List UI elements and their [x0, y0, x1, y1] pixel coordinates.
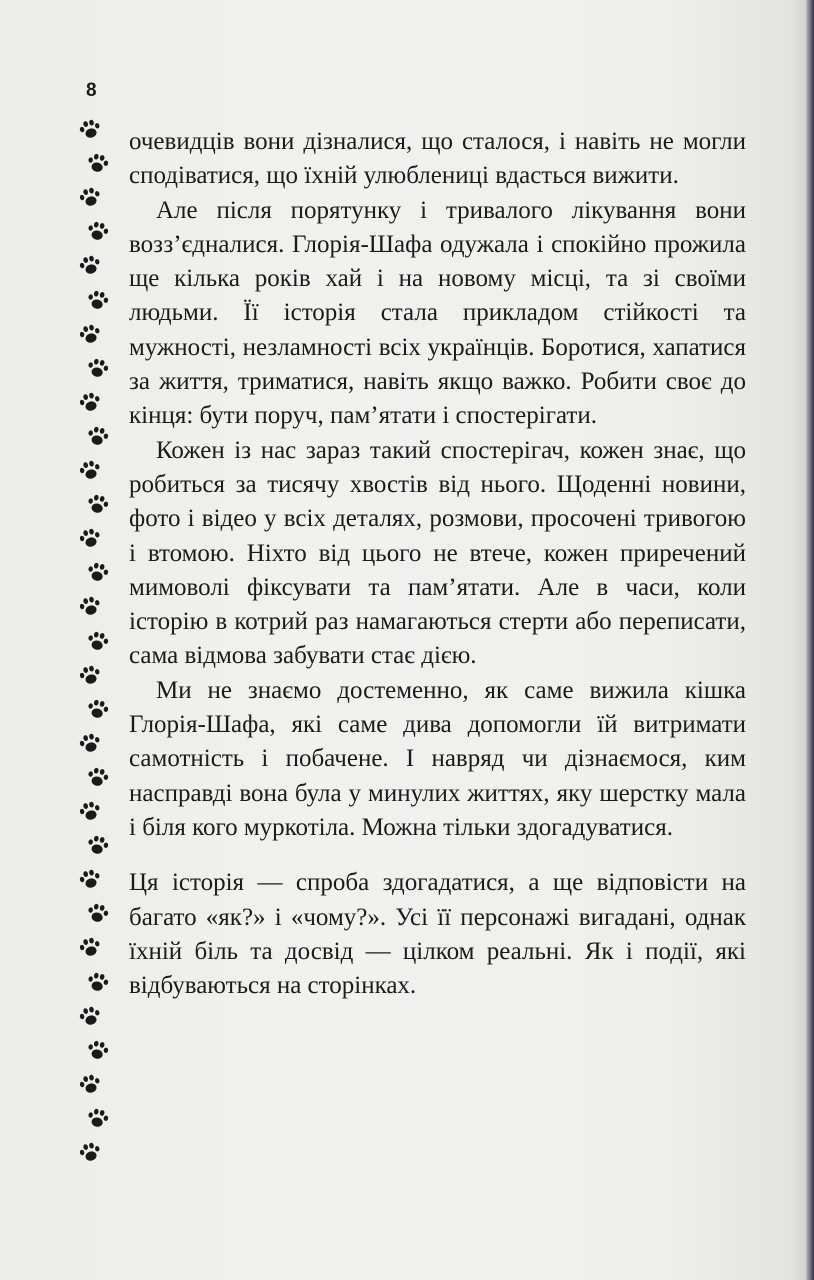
paw-print-icon [84, 900, 112, 927]
paragraph-5: Ця історія — спроба здогадатися, а ще відповісти на багато «як?» і «чому?». Усі її персонажі вигадані, однак їхній біль та досвід — цілком реальні. Як і події, які відбуваються на сторінках. [129, 869, 746, 1000]
paw-print-icon [76, 1138, 105, 1165]
paw-print-icon [84, 695, 112, 722]
paw-print-icon [84, 559, 112, 586]
paw-print-icon [84, 764, 112, 791]
page-edge [806, 0, 814, 1280]
paw-print-icon [84, 286, 112, 313]
paw-print-icon [76, 525, 105, 552]
paw-print-icon [84, 627, 112, 654]
paw-print-icon [84, 354, 112, 381]
paw-print-icon [76, 252, 105, 279]
paw-print-icon [76, 866, 105, 893]
paw-print-icon [76, 729, 105, 756]
paw-print-icon [76, 661, 105, 688]
paragraph-1: очевидців вони дізналися, що сталося, і навіть не могли сподіватися, що їхній улюблениці вдасться вижити. [129, 128, 746, 190]
paragraph-3: Кожен із нас зараз такий спостерігач, кожен знає, що робиться за тисячу хвостів від нього. Щоденні новини, фото і відео у всіх деталях, розмови, просочені тривогою і втомою. Ніхто від цього не втече, кожен приречений мимоволі фіксувати та пам’ятати. Але в часи, коли історію в котрий раз намагаються стерти або переписати, сама відмова забувати стає дією. [129, 436, 746, 670]
paw-print-border [0, 0, 120, 1280]
paw-print-icon [76, 456, 105, 483]
paragraph-4: Ми не знаємо достеменно, як саме вижила кішка Глорія-Шафа, які саме дива допомогли їй витримати самотність і побачене. І навряд чи дізнаємося, ким насправді вона була у минулих життях, яку шерстку мала і біля кого муркотіла. Можна тільки здогадуватися. [129, 676, 746, 841]
paw-print-icon [84, 491, 112, 518]
paw-print-icon [76, 184, 105, 211]
paragraph-2: Але після порятунку і тривалого лікування вони возз’єдналися. Глорія-Шафа одужала і спокійно прожила ще кілька років хай і на новому місці, та зі своїми людьми. Її історія стала прикладом стійкості та мужності, незламності всіх українців. Боротися, хапатися за життя, триматися, навіть якщо важко. Робити своє до кінця: бути поруч, пам’ятати і спостерігати. [129, 196, 746, 430]
paw-print-icon [76, 115, 105, 142]
paw-print-icon [76, 934, 105, 961]
paw-print-icon [76, 1070, 105, 1097]
paw-print-icon [84, 423, 112, 450]
paw-print-icon [84, 968, 112, 995]
paw-print-icon [76, 593, 105, 620]
paw-print-icon [76, 388, 105, 415]
paw-print-icon [84, 150, 112, 177]
paw-print-icon [84, 218, 112, 245]
paw-print-icon [76, 797, 105, 824]
paw-print-icon [84, 1036, 112, 1063]
paw-print-icon [84, 832, 112, 859]
paw-print-icon [76, 320, 105, 347]
page-number: 8 [86, 80, 97, 101]
body-text [129, 125, 746, 1003]
paw-print-icon [76, 1002, 105, 1029]
paw-print-icon [84, 1105, 112, 1132]
